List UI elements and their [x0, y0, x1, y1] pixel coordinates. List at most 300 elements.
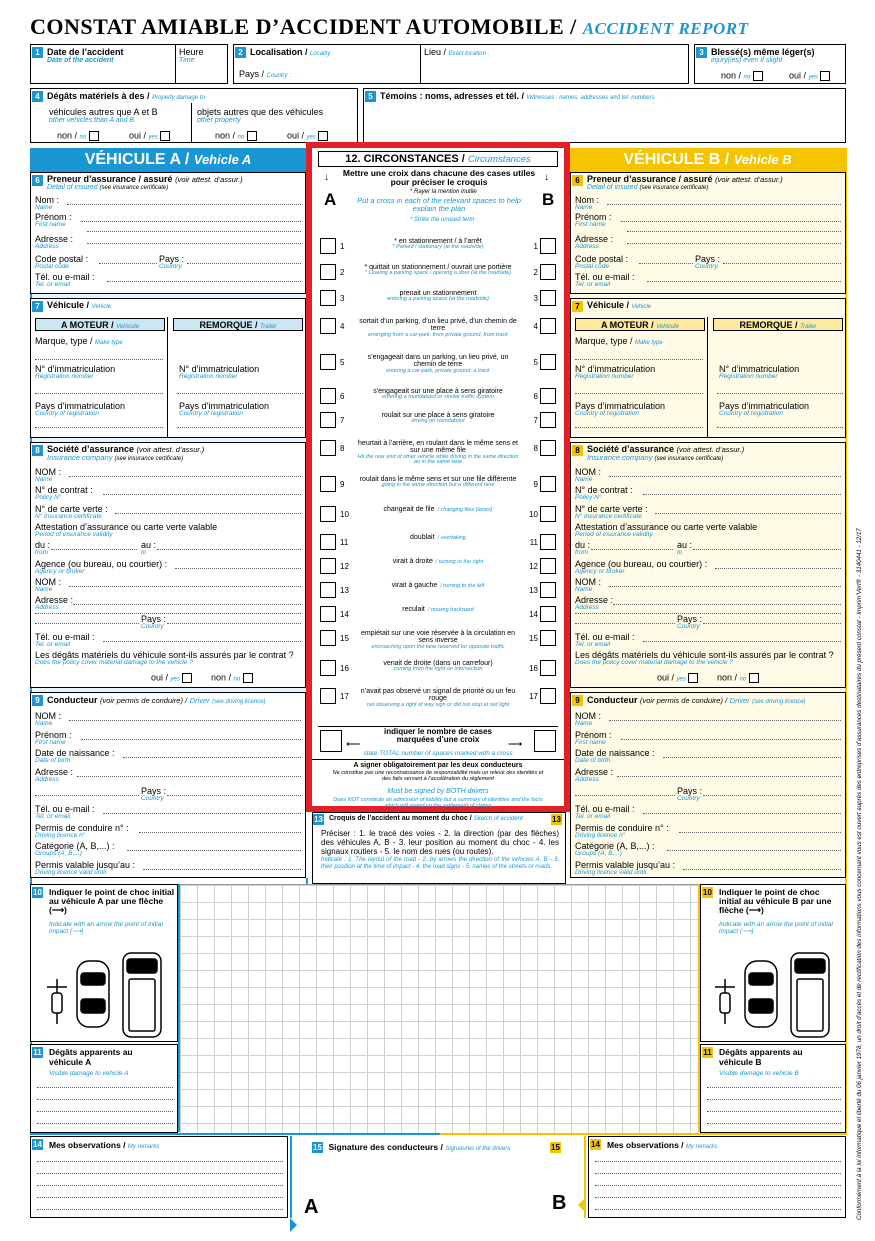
- injuries-no: non / no: [721, 71, 763, 81]
- damage-covered-no-b: non / no: [717, 673, 759, 683]
- circumstance-checkbox-b-16[interactable]: [540, 660, 556, 676]
- insured-section-a: [30, 172, 306, 294]
- circumstance-checkbox-a-11[interactable]: [320, 534, 336, 550]
- section-number-5: 5: [365, 91, 376, 102]
- motor-header-a: A MOTEUR / Vehicule: [35, 318, 165, 331]
- insurance-label-a: Société d’assurance (voir attest. d’assur.) Insurance company (see insurance certificate): [47, 444, 205, 463]
- circumstance-checkbox-a-7[interactable]: [320, 412, 336, 428]
- circumstance-number-a: 7: [340, 416, 345, 425]
- circumstance-item: [356, 238, 520, 251]
- strike-note-en: * Strike the unused term: [410, 217, 475, 223]
- circumstance-checkbox-b-1[interactable]: [540, 238, 556, 254]
- agency-country-b[interactable]: Pays : Country: [677, 614, 703, 630]
- registration-number-a[interactable]: N° d’immatriculation Registration number: [35, 364, 116, 380]
- section-injuries: [694, 44, 846, 84]
- insured-country-a[interactable]: Pays : Country: [159, 254, 185, 270]
- damage-label-a: Dégâts apparents au véhicule A: [49, 1047, 133, 1067]
- section-number-14: 14: [33, 1140, 42, 1150]
- circumstance-text: doublait: [410, 534, 435, 541]
- driver-country-a[interactable]: Pays : Country: [141, 786, 167, 802]
- valid-from-b[interactable]: du : from: [575, 540, 591, 556]
- circumstance-text-en: Hit the rear end of other vehicle while driving in the same direction an in the same lane: [357, 453, 519, 466]
- insured-tel-b[interactable]: Tél. ou e-mail : Tel. or email: [575, 272, 635, 288]
- vehicle-silhouettes-b[interactable]: [709, 949, 841, 1041]
- circumstance-number-a: 17: [340, 692, 349, 701]
- circumstance-item: [356, 660, 520, 673]
- damage-label-en-a: Visible damage to vehicle A: [49, 1070, 129, 1077]
- driver-label-a: Conducteur (voir permis de conduire) / Driver (see driving licence): [47, 695, 266, 705]
- circumstance-number-a: 4: [340, 322, 345, 331]
- circumstance-text-en: entering a parking space (at the roadside): [387, 296, 489, 303]
- agency-tel-b[interactable]: Tél. ou e-mail : Tel. or email: [575, 632, 635, 648]
- other-property-yes: oui / yes: [287, 131, 328, 141]
- time-input[interactable]: [179, 69, 225, 81]
- driver-birthdate-b[interactable]: Date de naissance : Date of birth: [575, 748, 655, 764]
- damage-input-b[interactable]: [707, 1079, 841, 1127]
- damage-input-a[interactable]: [37, 1079, 173, 1127]
- circumstance-number-b: 16: [529, 664, 538, 673]
- circumstance-text-en: coming from the right on intersection: [393, 666, 483, 673]
- section-number-4: 4: [32, 91, 43, 102]
- circumstance-text: * en stationnement / à l’arrêt: [394, 238, 482, 245]
- driver-licence-a[interactable]: Permis de conduire n° : Driving licence n°: [35, 823, 129, 839]
- circumstance-item: [356, 688, 520, 708]
- section-number-1: 1: [32, 47, 43, 58]
- driver-section-b: [570, 692, 846, 878]
- insurance-validity-b: Attestation d’assurance ou carte verte valable Period of insurance validity: [575, 522, 758, 538]
- footer-label-b: B: [552, 1192, 567, 1214]
- page-title: [30, 14, 750, 42]
- circumstance-text-en: driving on roundabout: [411, 418, 465, 425]
- vehicle-section-b: [570, 298, 846, 438]
- witnesses-input[interactable]: [369, 105, 839, 139]
- section-number-9: 9: [32, 695, 43, 706]
- circumstance-number-b: 6: [533, 392, 538, 401]
- circumstance-number-a: 9: [340, 480, 345, 489]
- driver-country-b[interactable]: Pays : Country: [677, 786, 703, 802]
- section-number-15-b: 15: [551, 1143, 560, 1152]
- circumstances-section: [306, 142, 570, 812]
- arrow-down-a-icon: ↓: [324, 172, 329, 183]
- section-property-damage: [30, 88, 358, 143]
- circumstances-instructions: Mettre une croix dans chacune des cases utiles pour préciser le croquis: [342, 168, 536, 187]
- circumstance-number-b: 17: [529, 692, 538, 701]
- section-number-7-b: 7: [572, 301, 583, 312]
- other-vehicles-yes-checkbox[interactable]: [160, 131, 170, 141]
- circumstance-text: n’avait pas observé un signal de priorité ou un feu rouge: [360, 688, 516, 703]
- circumstance-text: s’engageait dans un parking, un lieu privé, un chemin de terre: [367, 354, 509, 369]
- circumstance-number-b: 12: [529, 562, 538, 571]
- circumstance-number-b: 2: [533, 268, 538, 277]
- legal-notice: Conformément à la loi informatique et liberté du 06 janvier 1978, un droit d’accès et de rectification des informations vous concernant vous est ouvert auprès des entreprises d’assurances destinataires du présent constat - Imprim’Vert® - 3140441 - 12/17: [856, 528, 863, 1220]
- injuries-yes-checkbox[interactable]: [820, 71, 830, 81]
- circumstance-checkbox-a-15[interactable]: [320, 630, 336, 646]
- signature-notice: A signer obligatoirement par les deux conducteurs: [353, 762, 523, 769]
- circumstance-checkbox-b-3[interactable]: [540, 290, 556, 306]
- valid-to-b[interactable]: au : to: [677, 540, 693, 556]
- make-type-b[interactable]: Marque, type / Make type: [575, 336, 663, 346]
- damage-label-b: Dégâts apparents au véhicule B: [719, 1047, 803, 1067]
- vehicle-silhouettes-a[interactable]: [41, 949, 173, 1041]
- circumstance-text: roulait dans le même sens et sur une file différente: [359, 476, 517, 483]
- circumstance-text: virait à droite: [392, 558, 433, 565]
- driver-tel-b[interactable]: Tél. ou e-mail : Tel. or email: [575, 804, 635, 820]
- circumstance-checkbox-a-1[interactable]: [320, 238, 336, 254]
- agency-b[interactable]: Agence (ou bureau, ou courtier) : Agency or broker: [575, 559, 708, 575]
- circumstance-number-b: 7: [533, 416, 538, 425]
- circumstance-checkbox-b-4[interactable]: [540, 318, 556, 334]
- circumstance-checkbox-a-14[interactable]: [320, 606, 336, 622]
- section-date: [30, 44, 228, 84]
- damage-covered-no-a: non / no: [211, 673, 253, 683]
- circumstance-number-a: 12: [340, 562, 349, 571]
- section-number-6-b: 6: [572, 175, 583, 186]
- title-english: ACCIDENT REPORT: [582, 19, 749, 38]
- trailer-country-b[interactable]: Pays d’immatriculation Country of registration: [719, 401, 810, 417]
- section-number-2: 2: [235, 47, 246, 58]
- circumstance-number-b: 15: [529, 634, 538, 643]
- circumstance-text: venait de droite (dans un carrefour): [383, 660, 493, 667]
- circumstance-text-en: * Leaving a parking space / opening a door (at the roadside): [364, 270, 512, 277]
- section-number-11-b: 11: [703, 1048, 712, 1058]
- circumstance-item: [356, 630, 520, 650]
- circumstance-number-a: 2: [340, 268, 345, 277]
- registration-number-b[interactable]: N° d’immatriculation Registration number: [575, 364, 656, 380]
- circumstance-text: reculait: [402, 606, 425, 613]
- injuries-yes: oui / yes: [789, 71, 830, 81]
- circumstance-item: [356, 388, 520, 401]
- remarks-input-a[interactable]: [37, 1153, 283, 1213]
- vehicle-section-a: [30, 298, 306, 438]
- damage-covered-no-checkbox-b[interactable]: [749, 673, 759, 683]
- damage-covered-yes-a: oui / yes: [151, 673, 192, 683]
- agency-address-b[interactable]: Adresse : Address: [575, 595, 614, 611]
- circumstance-number-b: 9: [533, 480, 538, 489]
- insured-address-a[interactable]: Adresse : Address: [35, 234, 74, 250]
- circumstance-checkbox-b-7[interactable]: [540, 412, 556, 428]
- damage-section-b: [700, 1044, 846, 1133]
- insurer-name-b[interactable]: NOM : Name: [575, 467, 601, 483]
- sketch-text-en: Indicate : 1. The layout of the road - 2. by arrows the direction of the vehicles A, B - 3. their position at the time of impact - 4. the road signs - 5. names of the streets or roads.: [321, 857, 559, 870]
- circumstance-checkbox-b-9[interactable]: [540, 476, 556, 492]
- damage-covered-no-checkbox-a[interactable]: [243, 673, 253, 683]
- circumstance-checkbox-b-10[interactable]: [540, 506, 556, 522]
- driver-licence-valid-b[interactable]: Permis valable jusqu’au : Driving licence valid until: [575, 860, 676, 876]
- circumstance-number-a: 5: [340, 358, 345, 367]
- circumstance-text: empiétait sur une voie réservée à la circulation en sens inverse: [360, 630, 516, 645]
- circumstance-number-a: 14: [340, 610, 349, 619]
- signature-header: 15 Signature des conducteurs / Signatures of the drivers 15: [313, 1142, 560, 1153]
- impact-label-en-a: Indicate with an arrow the point of initial impact (⟶): [49, 921, 163, 935]
- circumstance-checkbox-a-9[interactable]: [320, 476, 336, 492]
- motorbike-icon: [47, 979, 67, 1024]
- circumstance-item: [356, 440, 520, 466]
- circumstance-checkbox-b-11[interactable]: [540, 534, 556, 550]
- section-number-13-b: 13: [552, 815, 561, 825]
- arrow-right-icon: ⟶: [508, 739, 523, 750]
- section-number-8-b: 8: [572, 445, 583, 456]
- circumstance-checkbox-b-12[interactable]: [540, 558, 556, 574]
- insured-label-b: Preneur d’assurance / assuré (voir attest. d’assur.) Detail of insured (see insurance certificate): [587, 174, 783, 192]
- witnesses-label: Témoins : noms, adresses et tél. / Witnesses : names, addresses and tel. numbers: [380, 91, 655, 101]
- circumstances-title: 12. CIRCONSTANCES / Circumstances: [318, 151, 558, 167]
- total-checkbox-b[interactable]: [534, 730, 556, 752]
- agency-name-a[interactable]: NOM : Name: [35, 577, 61, 593]
- section-number-15: 15: [313, 1143, 322, 1153]
- damage-covered-yes-b: oui / yes: [657, 673, 698, 683]
- circumstance-item: [356, 354, 520, 374]
- other-vehicles-no-checkbox[interactable]: [89, 131, 99, 141]
- insured-firstname-b[interactable]: Prénom : First name: [575, 212, 612, 228]
- damage-label-en-b: Visible damage to vehicle B: [719, 1070, 799, 1077]
- remarks-section-a: [30, 1136, 288, 1218]
- damage-covered-yes-checkbox-a[interactable]: [182, 673, 192, 683]
- circumstance-text-en: entering a car-park, private ground, a track: [386, 367, 490, 374]
- agency-country-a[interactable]: Pays : Country: [141, 614, 167, 630]
- driver-licence-valid-a[interactable]: Permis valable jusqu’au : Driving licence valid until: [35, 860, 136, 876]
- circumstance-checkbox-a-10[interactable]: [320, 506, 336, 522]
- signature-disclaimer: Ne constitue pas une reconnaissance de responsabilité mais un relevé des identités et des faits servant à l’accélération du règlement: [332, 770, 544, 783]
- insurer-name-a[interactable]: NOM : Name: [35, 467, 61, 483]
- circumstance-checkbox-b-8[interactable]: [540, 440, 556, 456]
- circumstance-item: [356, 606, 520, 614]
- circumstance-checkbox-a-13[interactable]: [320, 582, 336, 598]
- circumstance-number-a: 10: [340, 510, 349, 519]
- circumstance-text-en: not observing a right of way sign or did not stop at red light: [366, 701, 510, 708]
- driver-firstname-a[interactable]: Prénom : First name: [35, 730, 72, 746]
- circumstance-item: [356, 412, 520, 425]
- insured-postal-b[interactable]: Code postal : Postal code: [575, 254, 629, 270]
- trailer-header-b: REMORQUE / Trailer: [713, 318, 843, 331]
- impact-label-b: Indiquer le point de choc initial au véhicule B par une flèche (⟶): [719, 887, 832, 915]
- driver-licence-b[interactable]: Permis de conduire n° : Driving licence n°: [575, 823, 669, 839]
- circumstance-text-en: / turning to the left: [440, 583, 485, 589]
- driver-name-a[interactable]: NOM : Name: [35, 711, 61, 727]
- agency-name-b[interactable]: NOM : Name: [575, 577, 601, 593]
- insured-address-b[interactable]: Adresse : Address: [575, 234, 614, 250]
- other-property-no-checkbox[interactable]: [247, 131, 257, 141]
- section-number-8: 8: [32, 445, 43, 456]
- insurance-section-b: [570, 442, 846, 688]
- time-label: Heure Time: [179, 47, 204, 65]
- circumstance-text-en: emerging from a car-park, from private ground, from track: [368, 331, 508, 338]
- driver-address-a[interactable]: Adresse : Address: [35, 767, 74, 783]
- policy-number-b[interactable]: N° de contrat : Policy N°: [575, 485, 633, 501]
- other-vehicles-yes: oui / yes: [129, 131, 170, 141]
- insured-label-a: Preneur d’assurance / assuré (voir attest. d’assur.) Detail of insured (see insurance certificate): [47, 174, 243, 192]
- circumstance-number-b: 8: [533, 444, 538, 453]
- arrow-down-b-icon: ↓: [544, 172, 549, 183]
- make-type-a[interactable]: Marque, type / Make type: [35, 336, 123, 346]
- damage-covered-yes-checkbox-b[interactable]: [688, 673, 698, 683]
- valid-from-a[interactable]: du : from: [35, 540, 51, 556]
- car-icon: [745, 961, 777, 1027]
- circumstance-number-b: 14: [529, 610, 538, 619]
- circumstance-text: heurtait à l’arrière, en roulant dans le même sens et sur une même file: [358, 440, 518, 455]
- circumstance-text-en: / overtaking: [437, 535, 466, 541]
- vehicle-label-b: Véhicule / Vehicle: [587, 300, 652, 310]
- other-property-yes-checkbox[interactable]: [318, 131, 328, 141]
- total-label: indiquer le nombre de cases marquées d’une croix: [383, 727, 493, 745]
- truck-icon: [123, 953, 161, 1037]
- circumstance-number-a: 1: [340, 242, 345, 251]
- circumstance-item: [356, 558, 520, 566]
- circumstance-number-a: 8: [340, 444, 345, 453]
- policy-number-a[interactable]: N° de contrat : Policy N°: [35, 485, 93, 501]
- motor-header-b: A MOTEUR / Vehicule: [575, 318, 705, 331]
- driver-address-b[interactable]: Adresse : Address: [575, 767, 614, 783]
- circumstance-number-b: 5: [533, 358, 538, 367]
- strike-note-fr: * Rayer la mention inutile: [410, 189, 477, 195]
- circumstance-checkbox-b-2[interactable]: [540, 264, 556, 280]
- section-number-11: 11: [33, 1048, 42, 1058]
- signature-disclaimer-en: Does NOT constitute an admission of liability but a summary of identities and the facts which will speed up the settlement of claims: [333, 797, 543, 810]
- driver-category-b[interactable]: Catégorie (A, B,...) : Groups (A, B,...): [575, 841, 655, 857]
- circumstance-number-a: 13: [340, 586, 349, 595]
- circumstance-checkbox-a-3[interactable]: [320, 290, 336, 306]
- other-vehicles-no: non / no: [57, 131, 99, 141]
- truck-icon: [791, 953, 829, 1037]
- agency-address-a[interactable]: Adresse : Address: [35, 595, 74, 611]
- exact-location-input[interactable]: [424, 60, 684, 80]
- pointer-b-icon: [578, 1198, 585, 1212]
- circumstance-number-b: 4: [533, 322, 538, 331]
- trailer-registration-b[interactable]: N° d’immatriculation Registration number: [719, 364, 800, 380]
- circumstance-number-b: 3: [533, 294, 538, 303]
- agency-a[interactable]: Agence (ou bureau, ou courtier) : Agency or broker: [35, 559, 168, 575]
- impact-label-en-b: Indicate with an arrow the point of initial impact (⟶): [719, 921, 833, 935]
- remarks-section-b: [588, 1136, 846, 1218]
- remarks-input-b[interactable]: [595, 1153, 841, 1213]
- insured-country-b[interactable]: Pays : Country: [695, 254, 721, 270]
- registration-country-b[interactable]: Pays d’immatriculation Country of registration: [575, 401, 666, 417]
- driver-birthdate-a[interactable]: Date de naissance : Date of birth: [35, 748, 115, 764]
- circumstance-text: prenait un stationnement: [399, 290, 477, 297]
- insured-postal-a[interactable]: Code postal : Postal code: [35, 254, 89, 270]
- remarks-label-a: Mes observations / My remarks: [49, 1140, 160, 1150]
- sketch-text: Préciser : 1. le tracé des voies - 2. la direction (par des flèches) des véhicules A, B - 3. leur position au moment du choc - 4. les signaux routiers - 5. le nom des rues (ou routes).: [321, 829, 559, 857]
- circumstance-item: [356, 290, 520, 303]
- circumstance-checkbox-a-4[interactable]: [320, 318, 336, 334]
- locality-label: Localisation / Locality: [250, 47, 331, 57]
- circumstance-text-en: / changing files (lanes): [437, 507, 493, 513]
- circumstance-text: * quittait un stationnement / ouvrait une portière: [364, 264, 512, 271]
- date-input[interactable]: [47, 69, 171, 81]
- circumstance-number-a: 15: [340, 634, 349, 643]
- impact-label-a: Indiquer le point de choc initial au véhicule A par une flèche (⟶): [49, 887, 175, 915]
- other-vehicles-label: véhicules autres que A et B other vehicles than A and B: [49, 107, 158, 125]
- vehicle-b-header: VÉHICULE B / Vehicle B: [568, 148, 847, 172]
- circumstance-checkbox-a-17[interactable]: [320, 688, 336, 704]
- circumstance-checkbox-b-17[interactable]: [540, 688, 556, 704]
- date-label: Date de l’accident Date of the accident: [47, 47, 124, 65]
- insured-section-b: [570, 172, 846, 294]
- circumstance-item: [356, 582, 520, 590]
- driver-tel-a[interactable]: Tél. ou e-mail : Tel. or email: [35, 804, 95, 820]
- insured-firstname-a[interactable]: Prénom : First name: [35, 212, 72, 228]
- injuries-no-checkbox[interactable]: [753, 71, 763, 81]
- green-card-b[interactable]: N° de carte verte : N° insurance certificate: [575, 504, 648, 520]
- circumstance-text-en: * Parked / stationary (at the roadside): [392, 244, 484, 251]
- section-number-13: 13: [314, 815, 323, 825]
- impact-section-a: [30, 884, 178, 1042]
- total-checkbox-a[interactable]: [320, 730, 342, 752]
- locality-input[interactable]: [294, 58, 414, 68]
- circumstance-checkbox-a-6[interactable]: [320, 388, 336, 404]
- insured-name-a[interactable]: Nom : Name: [35, 195, 60, 211]
- car-icon: [77, 961, 109, 1027]
- circumstance-checkbox-b-13[interactable]: [540, 582, 556, 598]
- sketch-label: Croquis de l’accident au moment du choc / Sketch of accident: [329, 815, 523, 822]
- valid-to-a[interactable]: au : to: [141, 540, 157, 556]
- circumstance-checkbox-b-5[interactable]: [540, 354, 556, 370]
- damage-section-a: [30, 1044, 178, 1133]
- pointer-a-icon: [290, 1218, 297, 1232]
- driver-category-a[interactable]: Catégorie (A, B,...) : Groups (A, B,...): [35, 841, 115, 857]
- vehicle-label-a: Véhicule / Vehicle: [47, 300, 112, 310]
- insured-name-b[interactable]: Nom : Name: [575, 195, 600, 211]
- insurance-section-a: [30, 442, 306, 688]
- circumstance-checkbox-b-15[interactable]: [540, 630, 556, 646]
- green-card-a[interactable]: N° de carte verte : N° insurance certificate: [35, 504, 108, 520]
- circumstance-checkbox-a-16[interactable]: [320, 660, 336, 676]
- insured-tel-a[interactable]: Tél. ou e-mail : Tel. or email: [35, 272, 95, 288]
- circumstance-checkbox-a-2[interactable]: [320, 264, 336, 280]
- registration-country-a[interactable]: Pays d’immatriculation Country of registration: [35, 401, 126, 417]
- title-french: CONSTAT AMIABLE D’ACCIDENT AUTOMOBILE /: [30, 14, 577, 39]
- arrow-left-icon: ⟵: [346, 739, 361, 750]
- driver-label-b: Conducteur (voir permis de conduire) / Driver (see driving licence): [587, 695, 806, 705]
- circumstances-instructions-en: Put a cross in each of the relevant spaces to help explain the plan: [357, 196, 521, 213]
- section-number-9-b: 9: [572, 695, 583, 706]
- circumstance-checkbox-b-14[interactable]: [540, 606, 556, 622]
- other-property-label: objets autres que des véhicules other property: [197, 107, 324, 125]
- column-a-label: A: [324, 190, 337, 209]
- column-b-label: B: [542, 190, 555, 209]
- circumstance-checkbox-a-8[interactable]: [320, 440, 336, 456]
- circumstance-number-a: 3: [340, 294, 345, 303]
- circumstance-checkbox-a-12[interactable]: [320, 558, 336, 574]
- property-damage-label: Dégâts matériels à des / Property damage to: [47, 91, 205, 101]
- circumstance-text: roulait sur une place à sens giratoire: [381, 412, 495, 419]
- damage-covered-b: Les dégâts matériels du véhicule sont-ils assurés par le contrat ? Does the policy cover material damage to the vehicle ?: [575, 650, 834, 666]
- circumstance-text: s’engageait sur une place à sens giratoire: [373, 388, 503, 395]
- circumstance-number-a: 16: [340, 664, 349, 673]
- driver-section-a: [30, 692, 306, 878]
- section-number-3: 3: [696, 47, 707, 58]
- injuries-label: Blessé(s) même léger(s) injury(ies) even if slight: [711, 47, 815, 65]
- trailer-registration-a[interactable]: N° d’immatriculation Registration number: [179, 364, 260, 380]
- circumstance-item: [356, 534, 520, 542]
- impact-section-b: [700, 884, 846, 1042]
- footer-label-a: A: [304, 1196, 319, 1218]
- sketch-grid[interactable]: [180, 884, 698, 1133]
- trailer-country-a[interactable]: Pays d’immatriculation Country of registration: [179, 401, 270, 417]
- circumstance-text-en: going in the same direction but a different lane: [381, 482, 495, 489]
- section-number-10: 10: [33, 888, 42, 898]
- circumstance-item: [356, 506, 520, 514]
- circumstance-checkbox-b-6[interactable]: [540, 388, 556, 404]
- driver-firstname-b[interactable]: Prénom : First name: [575, 730, 612, 746]
- exact-location-label: Lieu / Exact location :: [424, 47, 490, 57]
- section-number-6: 6: [32, 175, 43, 186]
- circumstance-text: sortait d’un parking, d’un lieu privé, d’un chemin de terre: [359, 318, 517, 333]
- section-witnesses: [363, 88, 846, 143]
- circumstance-number-b: 10: [529, 510, 538, 519]
- circumstance-checkbox-a-5[interactable]: [320, 354, 336, 370]
- driver-name-b[interactable]: NOM : Name: [575, 711, 601, 727]
- agency-tel-a[interactable]: Tél. ou e-mail : Tel. or email: [35, 632, 95, 648]
